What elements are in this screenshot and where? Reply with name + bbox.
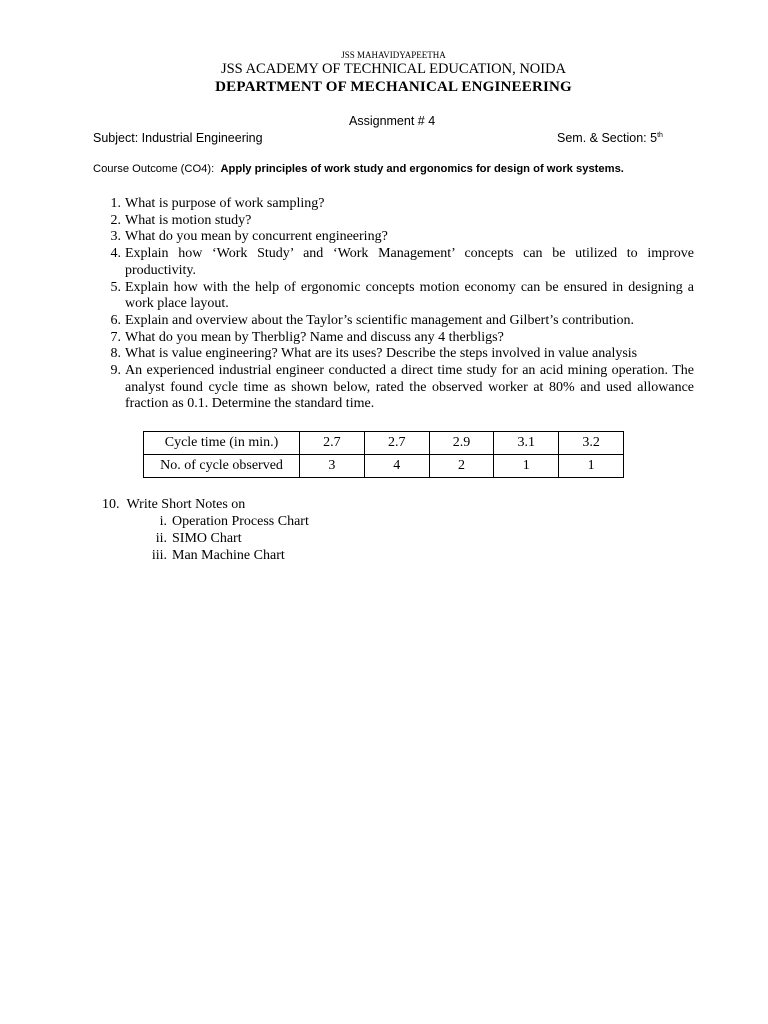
table-cell: 4: [364, 455, 429, 478]
sub-text: SIMO Chart: [172, 531, 242, 546]
question-item: [110, 212, 694, 230]
table-cell: 2: [429, 455, 494, 478]
question-text: An experienced industrial engineer conducted a direct time study for an acid mining operation. The analyst found cycle time as shown below, rated the observed worker at 80% and used allowance fraction as 0.1. Determine the standard time.: [125, 363, 694, 412]
sub-number: iii.: [151, 548, 167, 563]
institute-name: JSS ACADEMY OF TECHNICAL EDUCATION, NOIDA: [220, 61, 567, 77]
question-text: What is purpose of work sampling?: [125, 196, 325, 211]
cycle-time-table: [143, 431, 624, 478]
table-row: [144, 455, 624, 478]
question-item: [110, 279, 694, 313]
question-item: [110, 363, 694, 413]
question-text: What do you mean by concurrent engineering?: [125, 229, 388, 245]
question-number: 1.: [110, 196, 121, 211]
question-number: 7.: [110, 329, 121, 345]
sub-text: Man Machine Chart: [172, 548, 285, 563]
assignment-title: Assignment # 4: [349, 114, 436, 128]
subject-line: Subject: Industrial Engineering: [93, 131, 263, 145]
question-number: 9.: [110, 363, 121, 379]
question-item: [110, 196, 694, 213]
question-text: What do you mean by Therblig? Name and discuss any 4 therbligs?: [125, 329, 504, 345]
table-row-label: Cycle time (in min.): [144, 432, 300, 455]
sub-number: i.: [159, 514, 167, 529]
question-number: 2.: [110, 212, 121, 228]
table-cell: 3: [300, 455, 365, 478]
question-item: [110, 229, 694, 246]
sub-text: Operation Process Chart: [172, 514, 309, 529]
table-row-label: No. of cycle observed: [144, 455, 300, 478]
question-text: Explain how ‘Work Study’ and ‘Work Management’ concepts can be utilized to improve productivity.: [125, 246, 694, 278]
question-item: [110, 329, 694, 347]
table-cell: 1: [494, 455, 559, 478]
question-text: Explain how with the help of ergonomic concepts motion economy can be ensured in designing a work place layout.: [125, 279, 694, 312]
sub-number: ii.: [155, 531, 167, 546]
question-number: 8.: [110, 346, 121, 362]
sem-suffix: th: [657, 132, 663, 139]
question-item: [110, 246, 694, 279]
course-outcome-text: Apply principles of work study and ergonomics for design of work systems.: [220, 163, 624, 175]
table-row: [144, 432, 624, 455]
question-list: [110, 196, 694, 413]
table-cell: 3.2: [559, 432, 624, 455]
org-name: JSS MAHAVIDYAPEETHA: [341, 50, 446, 60]
course-outcome-label: Course Outcome (CO4):: [93, 163, 215, 175]
question-number: 5.: [110, 279, 121, 295]
course-outcome: [93, 163, 624, 175]
question-item: [110, 312, 694, 330]
question-number: 3.: [110, 229, 121, 245]
table-cell: 1: [559, 455, 624, 478]
department-name: DEPARTMENT OF MECHANICAL ENGINEERING: [215, 79, 572, 95]
question-number: 4.: [110, 246, 121, 262]
question-text: What is motion study?: [125, 212, 252, 228]
question-number: 6.: [110, 312, 121, 328]
table-cell: 3.1: [494, 432, 559, 455]
question-text: Write Short Notes on: [126, 497, 246, 512]
question-item: [110, 346, 694, 363]
question-text: What is value engineering? What are its uses? Describe the steps involved in value analysis: [125, 346, 638, 362]
question-number: 10.: [102, 497, 120, 512]
question-10: [102, 497, 245, 513]
table-cell: 2.7: [364, 432, 429, 455]
table-cell: 2.7: [300, 432, 365, 455]
sem-section: [557, 131, 663, 145]
sem-section-text: Sem. & Section: 5: [557, 131, 658, 145]
table-cell: 2.9: [429, 432, 494, 455]
question-text: Explain and overview about the Taylor’s scientific management and Gilbert’s contribution.: [125, 312, 634, 328]
